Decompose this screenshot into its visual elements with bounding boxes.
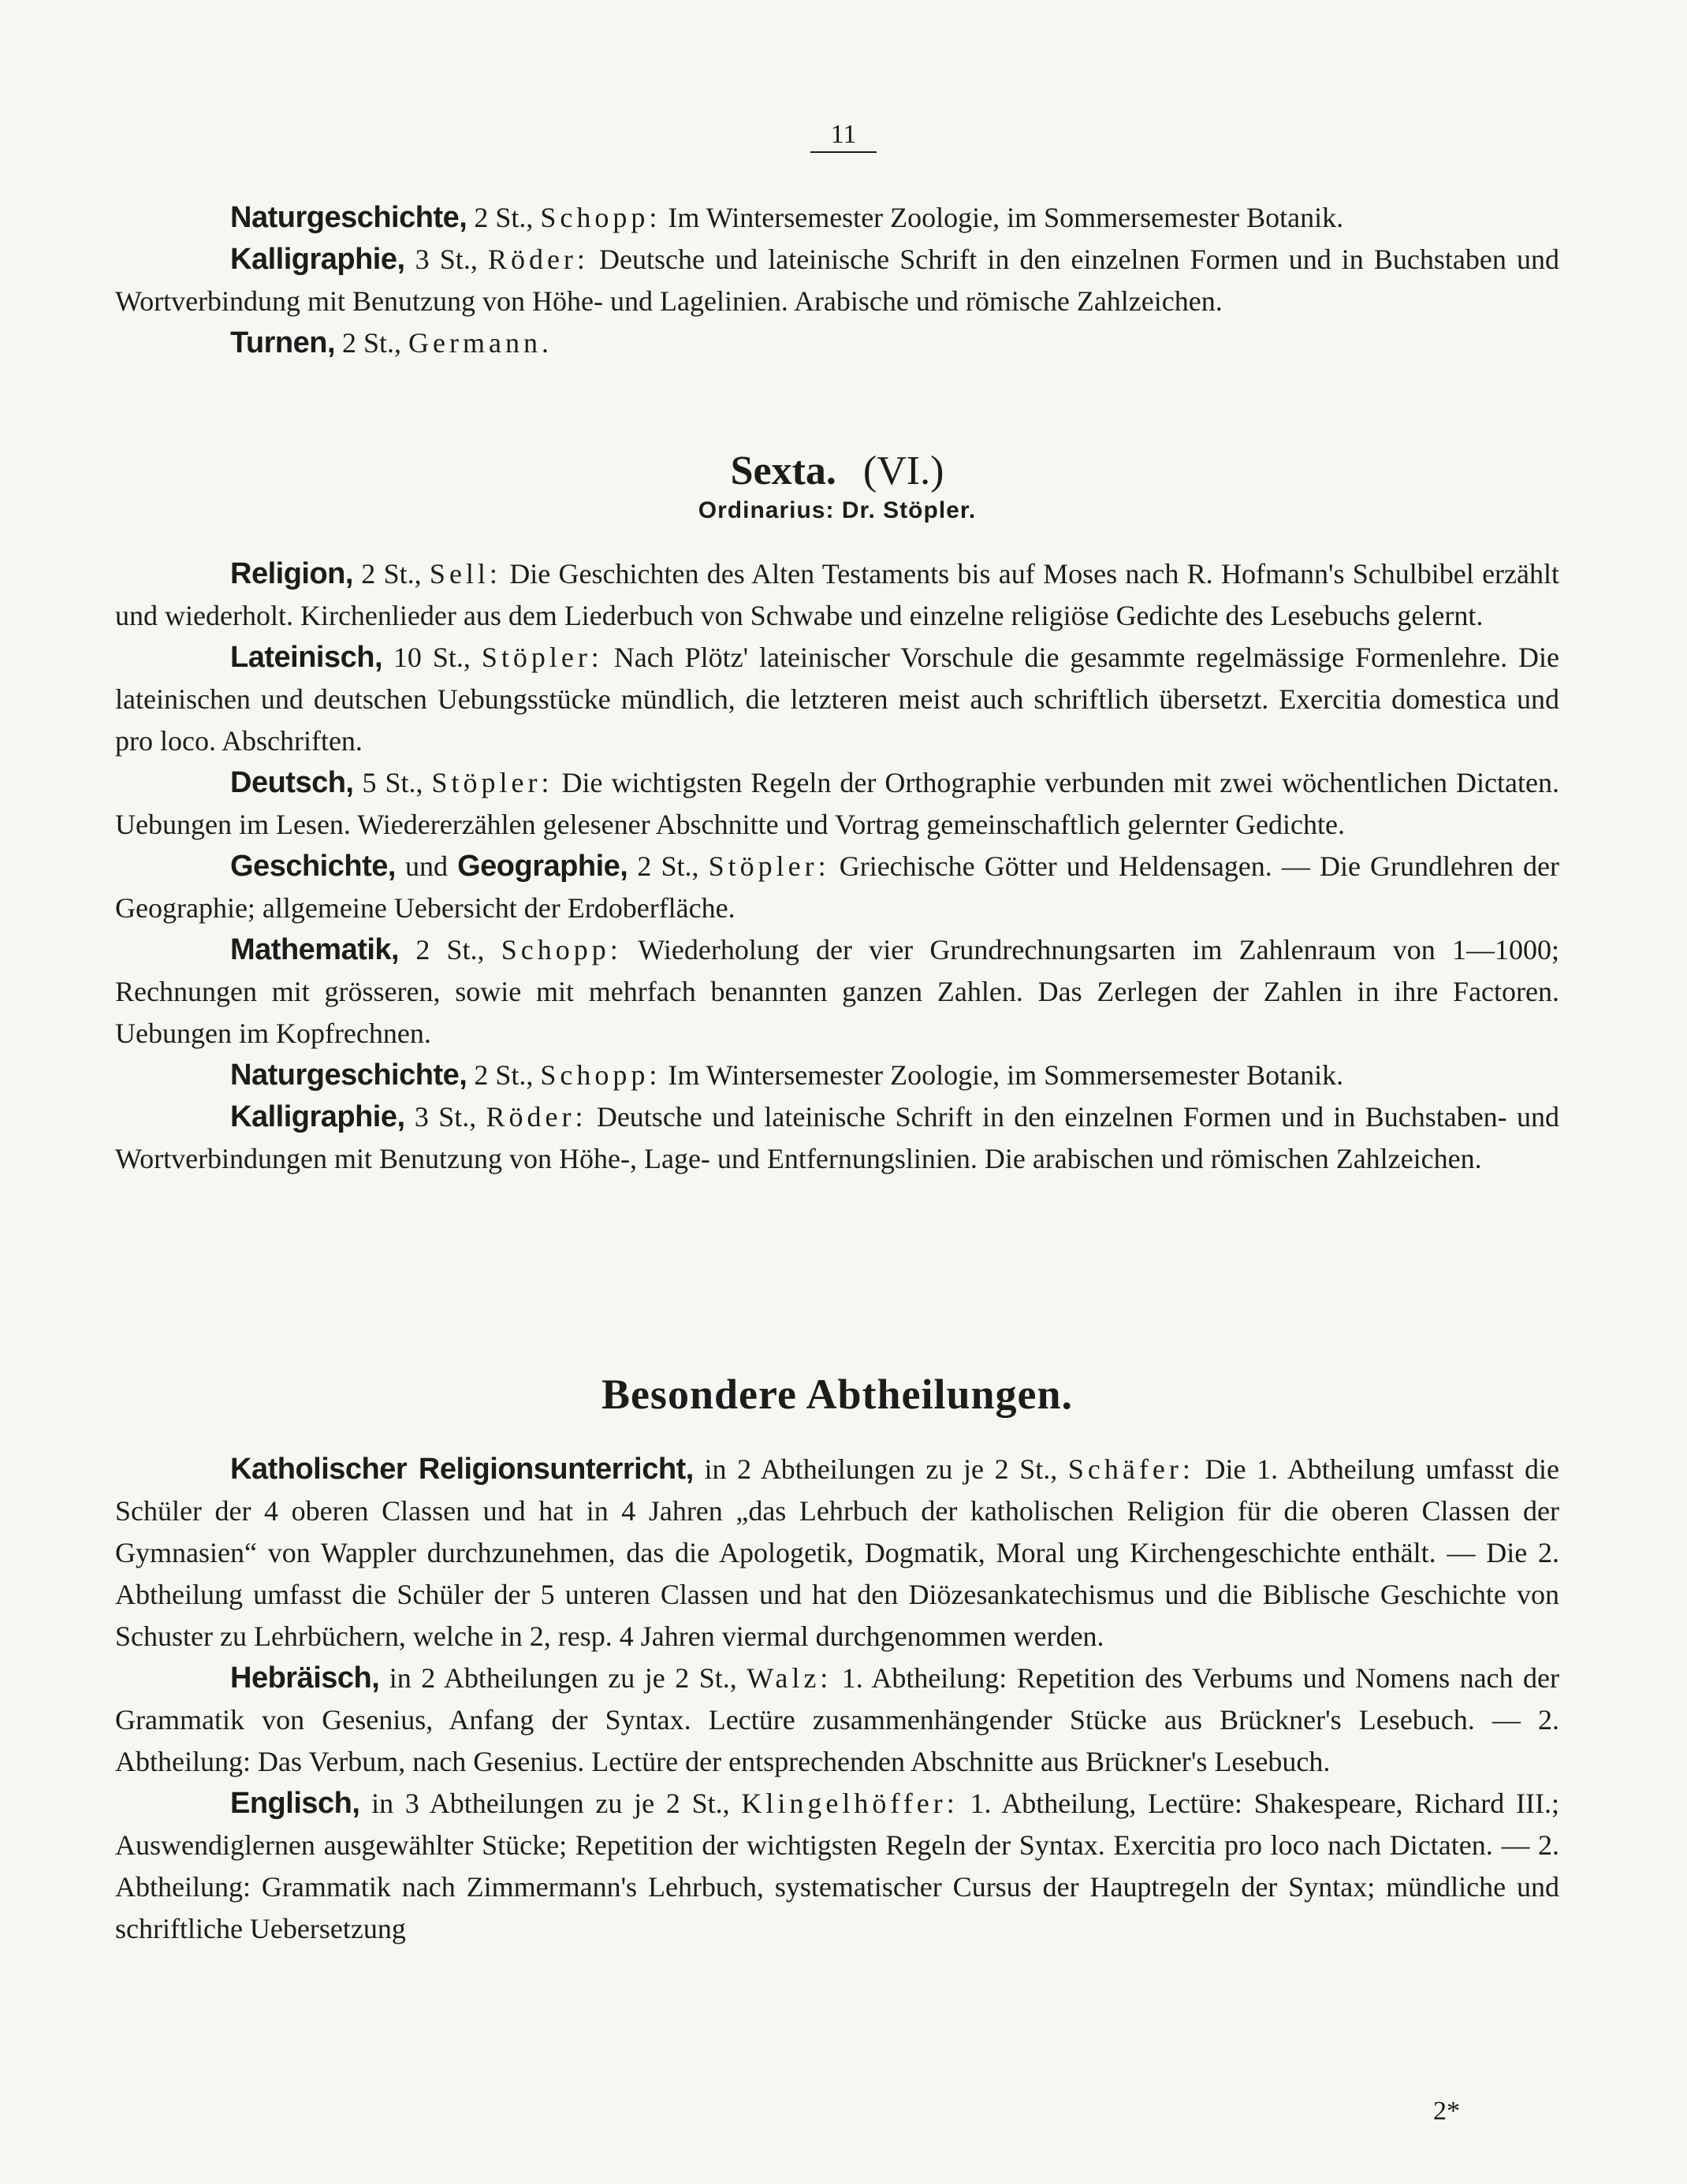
entry-naturgeschichte-top: Naturgeschichte, 2 St., Schopp: Im Wintersemester Zoologie, im Sommersemester Botanik. [230,201,1344,234]
signature-mark: 2* [1433,2097,1460,2126]
sexta-ordinarius: Ordinarius: Dr. Stöpler. [698,497,977,523]
sexta-section [115,448,1559,524]
sexta-entries [115,553,1559,1180]
entry-religion: Religion, 2 St., Sell: Die Geschichten des Alten Testaments bis auf Moses nach R. Hofmann's Schulbibel erzählt und wiederholt. Kirchenlieder aus dem Liederbuch von Schwabe und einzelne religiöse Gedichte des Lesebuchs gelernt. [115,557,1559,631]
entry-deutsch: Deutsch, 5 St., Stöpler: Die wichtigsten Regeln der Orthographie verbunden mit zwei wöchentlichen Dictaten. Uebungen im Lesen. Wiedererzählen gelesener Abschnitte und Vortrag gemeinschaftlich gelernter Gedichte. [115,766,1559,840]
entry-lateinisch: Lateinisch, 10 St., Stöpler: Nach Plötz' lateinischer Vorschule die gesammte regelmässige Formenlehre. Die lateinischen und deutschen Uebungsstücke mündlich, die letzteren meist auch schriftlich übersetzt. Exercitia domestica und pro loco. Abschriften. [115,641,1559,757]
page-number: 11 [0,120,1687,153]
top-entries [115,197,1559,364]
besondere-entries [115,1449,1559,1950]
sexta-heading: Sexta. (VI.) [730,448,944,493]
entry-geschichte-geographie: Geschichte, und Geographie, 2 St., Stöpler: Griechische Götter und Heldensagen. — Die Grundlehren der Geographie; allgemeine Uebersicht der Erdoberfläche. [115,850,1560,924]
besondere-heading-block [115,1370,1559,1419]
entry-turnen: Turnen, 2 St., Germann. [230,326,553,359]
entry-naturgeschichte: Naturgeschichte, 2 St., Schopp: Im Wintersemester Zoologie, im Sommersemester Botanik. [230,1059,1344,1092]
entry-mathematik: Mathematik, 2 St., Schopp: Wiederholung der vier Grundrechnungsarten im Zahlenraum von 1—1000; Rechnungen mit grösseren, sowie mit mehrfach benannten ganzen Zahlen. Das Zerlegen der Zahlen in ihre Factoren. Uebungen im Kopfrechnen. [115,933,1559,1049]
entry-katholisch: Katholischer Religionsunterricht, in 2 Abtheilungen zu je 2 St., Schäfer: Die 1. Abtheilung umfasst die Schüler der 4 oberen Classen und hat in 4 Jahren „das Lehrbuch der katholischen Religion für die oberen Classen der Gymnasien“ von Wappler durchzunehmen, das die Apologetik, Dogmatik, Moral ung Kirchengeschichte enthält. — Die 2. Abtheilung umfasst die Schüler der 5 unteren Classen und hat den Diözesankatechismus und die Biblische Geschichte von Schuster zu Lehrbüchern, welche in 2, resp. 4 Jahren viermal durchgenommen werden. [115,1453,1559,1652]
entry-hebraeisch: Hebräisch, in 2 Abtheilungen zu je 2 St., Walz: 1. Abtheilung: Repetition des Verbums und Nomens nach der Grammatik von Gesenius, Anfang der Syntax. Lectüre zusammenhängender Stücke aus Brückner's Lesebuch. — 2. Abtheilung: Das Verbum, nach Gesenius. Lectüre der entsprechenden Abschnitte aus Brückner's Lesebuch. [115,1661,1559,1777]
besondere-heading: Besondere Abtheilungen. [601,1371,1074,1418]
entry-kalligraphie-top: Kalligraphie, 3 St., Röder: Deutsche und lateinische Schrift in den einzelnen Formen und in Buchstaben und Wortverbindung mit Benutzung von Höhe- und Lagelinien. Arabische und römische Zahlzeichen. [115,243,1559,317]
entry-kalligraphie: Kalligraphie, 3 St., Röder: Deutsche und lateinische Schrift in den einzelnen Formen und in Buchstaben- und Wortverbindungen mit Benutzung von Höhe-, Lage- und Entfernungslinien. Die arabischen und römischen Zahlzeichen. [115,1100,1559,1174]
entry-englisch: Englisch, in 3 Abtheilungen zu je 2 St., Klingelhöffer: 1. Abtheilung, Lectüre: Shakespeare, Richard III.; Auswendiglernen ausgewählter Stücke; Repetition der wichtigsten Regeln der Syntax. Exercitia pro loco nach Dictaten. — 2. Abtheilung: Grammatik nach Zimmermann's Lehrbuch, systematischer Cursus der Hauptregeln der Syntax; mündliche und schriftliche Uebersetzung [115,1787,1559,1944]
